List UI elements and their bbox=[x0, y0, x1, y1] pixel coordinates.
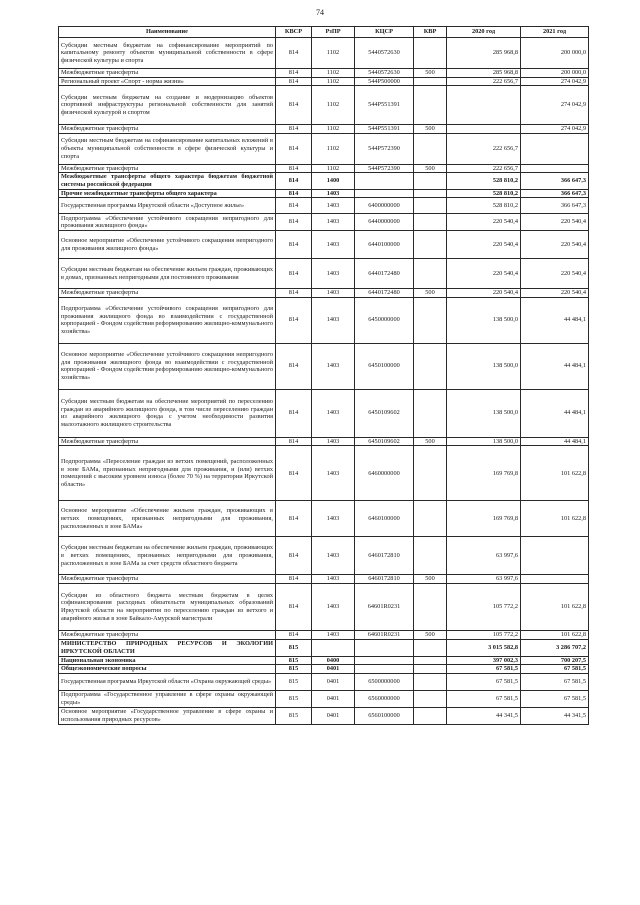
table-body bbox=[59, 38, 589, 725]
row-kcsr-cell: 6460172810 bbox=[355, 537, 414, 575]
row-kvsr-cell: 814 bbox=[276, 231, 312, 259]
row-rzpr-cell: 1102 bbox=[312, 164, 355, 173]
row-kvsr-cell: 814 bbox=[276, 164, 312, 173]
table-row bbox=[59, 501, 589, 537]
row-2021-cell bbox=[521, 133, 589, 164]
row-kvr-cell bbox=[414, 707, 447, 724]
row-kvr-cell bbox=[414, 665, 447, 674]
row-kvr-cell bbox=[414, 656, 447, 665]
row-2020-cell: 528 810,2 bbox=[447, 173, 521, 189]
row-kcsr-cell: 6560100000 bbox=[355, 707, 414, 724]
row-kcsr-cell: 5440572630 bbox=[355, 69, 414, 78]
row-kvr-cell bbox=[414, 189, 447, 198]
row-kvsr-cell: 814 bbox=[276, 437, 312, 446]
row-rzpr-cell: 0401 bbox=[312, 665, 355, 674]
budget-table bbox=[58, 26, 589, 725]
row-2020-cell bbox=[447, 125, 521, 134]
row-kvsr-cell: 815 bbox=[276, 656, 312, 665]
row-kvsr-cell: 814 bbox=[276, 389, 312, 437]
row-2021-cell: 366 647,3 bbox=[521, 189, 589, 198]
row-2021-cell: 220 540,4 bbox=[521, 214, 589, 231]
row-2021-cell: 274 042,9 bbox=[521, 86, 589, 125]
row-kcsr-cell: 6450000000 bbox=[355, 297, 414, 343]
row-rzpr-cell: 1403 bbox=[312, 231, 355, 259]
row-2020-cell: 105 772,2 bbox=[447, 630, 521, 639]
table-row bbox=[59, 289, 589, 298]
row-2020-cell: 222 656,7 bbox=[447, 164, 521, 173]
row-2020-cell: 220 540,4 bbox=[447, 231, 521, 259]
row-2021-cell: 220 540,4 bbox=[521, 259, 589, 289]
row-name-cell: Межбюджетные трансферты bbox=[59, 575, 276, 584]
row-2020-cell: 63 997,6 bbox=[447, 575, 521, 584]
row-kvsr-cell: 814 bbox=[276, 189, 312, 198]
row-kvsr-cell: 815 bbox=[276, 665, 312, 674]
row-rzpr-cell: 1403 bbox=[312, 437, 355, 446]
row-name-cell: МИНИСТЕРСТВО ПРИРОДНЫХ РЕСУРСОВ И ЭКОЛОГИИ ИРКУТСКОЙ ОБЛАСТИ bbox=[59, 639, 276, 656]
row-2020-cell: 285 968,8 bbox=[447, 69, 521, 78]
row-rzpr-cell: 1102 bbox=[312, 69, 355, 78]
row-kvr-cell bbox=[414, 259, 447, 289]
row-rzpr-cell: 1102 bbox=[312, 38, 355, 69]
row-kvsr-cell: 815 bbox=[276, 707, 312, 724]
row-2021-cell: 101 622,8 bbox=[521, 501, 589, 537]
table-row bbox=[59, 173, 589, 189]
row-2021-cell bbox=[521, 164, 589, 173]
row-2021-cell: 200 000,0 bbox=[521, 38, 589, 69]
row-2021-cell: 220 540,4 bbox=[521, 231, 589, 259]
page-number: 74 bbox=[316, 8, 324, 17]
header-kvr: КВР bbox=[414, 27, 447, 38]
row-2020-cell: 67 581,5 bbox=[447, 673, 521, 690]
row-2021-cell: 274 042,9 bbox=[521, 125, 589, 134]
row-rzpr-cell: 1403 bbox=[312, 583, 355, 630]
row-name-cell: Межбюджетные трансферты общего характера бюджетам бюджетной системы российской федерации bbox=[59, 173, 276, 189]
table-row bbox=[59, 77, 589, 86]
row-kcsr-cell: 64601R0231 bbox=[355, 630, 414, 639]
row-2020-cell: 222 656,7 bbox=[447, 77, 521, 86]
row-2020-cell: 169 769,8 bbox=[447, 446, 521, 501]
row-2021-cell: 67 581,5 bbox=[521, 690, 589, 707]
table-row bbox=[59, 575, 589, 584]
row-kcsr-cell: 6450109602 bbox=[355, 389, 414, 437]
row-name-cell: Субсидии из областного бюджета местным бюджетам в целях софинансирования расходных обязательств муниципальных образований Иркутской области на мероприятия по переселению граждан из ветхого и аварийного жилья в зоне Байкало-Амурской магистрали bbox=[59, 583, 276, 630]
row-kvr-cell bbox=[414, 173, 447, 189]
row-name-cell: Региональный проект «Спорт - норма жизни» bbox=[59, 77, 276, 86]
row-2020-cell: 528 810,2 bbox=[447, 198, 521, 214]
row-kvsr-cell: 814 bbox=[276, 125, 312, 134]
row-name-cell: Субсидии местным бюджетам на обеспечение жильем граждан, проживающих в ветхих помещениях, признанных непригодными для проживания, расположенных в зоне БАМа за счет средств областного бюджета bbox=[59, 537, 276, 575]
row-kvsr-cell: 814 bbox=[276, 77, 312, 86]
row-kvsr-cell: 814 bbox=[276, 173, 312, 189]
row-kvsr-cell: 814 bbox=[276, 86, 312, 125]
row-kvsr-cell: 814 bbox=[276, 259, 312, 289]
row-2020-cell: 169 769,8 bbox=[447, 501, 521, 537]
row-kcsr-cell bbox=[355, 173, 414, 189]
table-row bbox=[59, 630, 589, 639]
row-name-cell: Межбюджетные трансферты bbox=[59, 630, 276, 639]
row-name-cell: Межбюджетные трансферты bbox=[59, 69, 276, 78]
row-rzpr-cell: 1403 bbox=[312, 259, 355, 289]
row-rzpr-cell: 1403 bbox=[312, 214, 355, 231]
row-kcsr-cell bbox=[355, 189, 414, 198]
row-kcsr-cell: 6460100000 bbox=[355, 501, 414, 537]
row-2021-cell: 3 286 707,2 bbox=[521, 639, 589, 656]
row-kvr-cell: 500 bbox=[414, 575, 447, 584]
row-name-cell: Подпрограмма «Обеспечение устойчивого сокращения непригодного для проживания жилищного фонда» bbox=[59, 214, 276, 231]
row-name-cell: Межбюджетные трансферты bbox=[59, 164, 276, 173]
row-kvr-cell bbox=[414, 77, 447, 86]
row-kvsr-cell: 815 bbox=[276, 639, 312, 656]
row-rzpr-cell: 1403 bbox=[312, 446, 355, 501]
table-row bbox=[59, 656, 589, 665]
row-kcsr-cell: 6460000000 bbox=[355, 446, 414, 501]
row-name-cell: Субсидии местным бюджетам на обеспечение жильем граждан, проживающих в домах, признанных непригодными для постоянного проживания bbox=[59, 259, 276, 289]
table-row bbox=[59, 231, 589, 259]
row-kvr-cell: 500 bbox=[414, 630, 447, 639]
row-2020-cell: 67 581,5 bbox=[447, 690, 521, 707]
table-row bbox=[59, 38, 589, 69]
row-2020-cell: 44 341,5 bbox=[447, 707, 521, 724]
row-kvr-cell bbox=[414, 389, 447, 437]
table-row bbox=[59, 214, 589, 231]
row-kcsr-cell: 6400000000 bbox=[355, 198, 414, 214]
row-rzpr-cell: 0400 bbox=[312, 656, 355, 665]
row-name-cell: Подпрограмма «Обеспечение устойчивого сокращения непригодного для проживания жилищного фонда во взаимодействии с государственной корпорацией - Фондом содействия реформированию жилищно-коммунального хозяйства» bbox=[59, 297, 276, 343]
header-name: Наименование bbox=[59, 27, 276, 38]
row-2021-cell: 366 647,3 bbox=[521, 173, 589, 189]
row-2020-cell: 105 772,2 bbox=[447, 583, 521, 630]
row-kcsr-cell: 544P572390 bbox=[355, 133, 414, 164]
table-row bbox=[59, 639, 589, 656]
row-kvsr-cell: 814 bbox=[276, 38, 312, 69]
row-kvsr-cell: 814 bbox=[276, 214, 312, 231]
row-name-cell: Субсидии местным бюджетам на софинансирование мероприятий по капитальному ремонту объектов муниципальной собственности в сфере физической культуры и спорта bbox=[59, 38, 276, 69]
row-kvr-cell bbox=[414, 446, 447, 501]
row-kvr-cell bbox=[414, 133, 447, 164]
row-kvr-cell bbox=[414, 297, 447, 343]
row-2021-cell: 101 622,8 bbox=[521, 446, 589, 501]
row-rzpr-cell bbox=[312, 639, 355, 656]
row-name-cell: Прочие межбюджетные трансферты общего характера bbox=[59, 189, 276, 198]
row-name-cell: Межбюджетные трансферты bbox=[59, 125, 276, 134]
row-2021-cell: 274 042,9 bbox=[521, 77, 589, 86]
table-row bbox=[59, 707, 589, 724]
row-kvr-cell bbox=[414, 343, 447, 389]
row-kcsr-cell: 544P500000 bbox=[355, 77, 414, 86]
row-2020-cell: 397 002,3 bbox=[447, 656, 521, 665]
header-kvsr: КВСР bbox=[276, 27, 312, 38]
row-kvsr-cell: 815 bbox=[276, 673, 312, 690]
row-kvr-cell bbox=[414, 501, 447, 537]
row-kvsr-cell: 814 bbox=[276, 297, 312, 343]
row-2020-cell: 138 500,0 bbox=[447, 437, 521, 446]
row-name-cell: Национальная экономика bbox=[59, 656, 276, 665]
row-kvr-cell bbox=[414, 673, 447, 690]
row-name-cell: Общеэкономические вопросы bbox=[59, 665, 276, 674]
table-row bbox=[59, 198, 589, 214]
row-2021-cell bbox=[521, 537, 589, 575]
row-rzpr-cell: 1102 bbox=[312, 86, 355, 125]
table-row bbox=[59, 164, 589, 173]
row-2021-cell: 700 207,5 bbox=[521, 656, 589, 665]
row-kvsr-cell: 814 bbox=[276, 133, 312, 164]
row-kcsr-cell: 6450100000 bbox=[355, 343, 414, 389]
table-row bbox=[59, 437, 589, 446]
row-rzpr-cell: 1403 bbox=[312, 630, 355, 639]
row-2020-cell: 138 500,0 bbox=[447, 343, 521, 389]
row-2020-cell bbox=[447, 86, 521, 125]
row-rzpr-cell: 1400 bbox=[312, 173, 355, 189]
row-kvr-cell: 500 bbox=[414, 69, 447, 78]
row-rzpr-cell: 0401 bbox=[312, 707, 355, 724]
row-rzpr-cell: 1403 bbox=[312, 343, 355, 389]
row-2021-cell: 44 484,1 bbox=[521, 343, 589, 389]
header-rzpr: РзПР bbox=[312, 27, 355, 38]
row-2021-cell: 67 581,5 bbox=[521, 665, 589, 674]
row-kvr-cell bbox=[414, 583, 447, 630]
table-row bbox=[59, 690, 589, 707]
row-kcsr-cell: 5440572630 bbox=[355, 38, 414, 69]
row-2020-cell: 3 015 582,8 bbox=[447, 639, 521, 656]
row-2020-cell: 220 540,4 bbox=[447, 214, 521, 231]
row-2021-cell: 44 484,1 bbox=[521, 297, 589, 343]
row-kvsr-cell: 814 bbox=[276, 630, 312, 639]
row-kcsr-cell: 544P572390 bbox=[355, 164, 414, 173]
row-kcsr-cell: 64601R0231 bbox=[355, 583, 414, 630]
row-kvsr-cell: 814 bbox=[276, 575, 312, 584]
table-row bbox=[59, 125, 589, 134]
table-row bbox=[59, 69, 589, 78]
row-rzpr-cell: 1403 bbox=[312, 189, 355, 198]
row-kvr-cell bbox=[414, 86, 447, 125]
table-row bbox=[59, 446, 589, 501]
header-2021: 2021 год bbox=[521, 27, 589, 38]
row-kcsr-cell: 6440000000 bbox=[355, 214, 414, 231]
table-row bbox=[59, 665, 589, 674]
table-header-row bbox=[59, 27, 589, 38]
row-2021-cell: 101 622,8 bbox=[521, 583, 589, 630]
row-rzpr-cell: 1102 bbox=[312, 125, 355, 134]
row-kvr-cell: 500 bbox=[414, 125, 447, 134]
row-2021-cell: 220 540,4 bbox=[521, 289, 589, 298]
row-2021-cell: 67 581,5 bbox=[521, 673, 589, 690]
row-rzpr-cell: 1403 bbox=[312, 389, 355, 437]
table-row bbox=[59, 389, 589, 437]
row-rzpr-cell: 1403 bbox=[312, 537, 355, 575]
row-kvr-cell bbox=[414, 537, 447, 575]
row-kvsr-cell: 815 bbox=[276, 690, 312, 707]
row-rzpr-cell: 1403 bbox=[312, 297, 355, 343]
row-name-cell: Государственная программа Иркутской области «Доступное жилье» bbox=[59, 198, 276, 214]
row-kvr-cell bbox=[414, 639, 447, 656]
row-2020-cell: 222 656,7 bbox=[447, 133, 521, 164]
row-kvsr-cell: 814 bbox=[276, 343, 312, 389]
row-name-cell: Основное мероприятие «Государственное управление в сфере охраны и использования природных ресурсов» bbox=[59, 707, 276, 724]
row-name-cell: Субсидии местным бюджетам на обеспечение мероприятий по переселению граждан из аварийного жилищного фонда, в том числе переселению граждан из аварийного жилищного фонда с учетом необходимости развития малоэтажного жилищного строительства bbox=[59, 389, 276, 437]
row-kcsr-cell: 6460172810 bbox=[355, 575, 414, 584]
header-2020: 2020 год bbox=[447, 27, 521, 38]
row-kcsr-cell: 6440100000 bbox=[355, 231, 414, 259]
table-row bbox=[59, 189, 589, 198]
row-name-cell: Субсидии местным бюджетам на создание и модернизацию объектов спортивной инфраструктуры региональной собственности для занятий физической культурой и спортом bbox=[59, 86, 276, 125]
row-kvsr-cell: 814 bbox=[276, 289, 312, 298]
row-kvr-cell: 500 bbox=[414, 164, 447, 173]
row-kvr-cell bbox=[414, 214, 447, 231]
row-2021-cell bbox=[521, 575, 589, 584]
table-row bbox=[59, 537, 589, 575]
row-kvsr-cell: 814 bbox=[276, 446, 312, 501]
row-2020-cell: 220 540,4 bbox=[447, 259, 521, 289]
table-row bbox=[59, 259, 589, 289]
row-kcsr-cell: 6560000000 bbox=[355, 690, 414, 707]
row-name-cell: Основное мероприятие «Обеспечение устойчивого сокращения непригодного для проживания жилищного фонда» bbox=[59, 231, 276, 259]
row-name-cell: Государственная программа Иркутской области «Охрана окружающей среды» bbox=[59, 673, 276, 690]
row-2020-cell: 138 500,0 bbox=[447, 297, 521, 343]
row-kcsr-cell: 544P551391 bbox=[355, 86, 414, 125]
row-name-cell: Подпрограмма «Переселение граждан из ветхих помещений, расположенных в зоне БАМа, признанных непригодными для проживания, и (или) ветхих помещений с высоким уровнем износа (более 70 %) на территории Иркутской области» bbox=[59, 446, 276, 501]
row-2020-cell: 67 581,5 bbox=[447, 665, 521, 674]
row-kcsr-cell bbox=[355, 656, 414, 665]
row-rzpr-cell: 1102 bbox=[312, 133, 355, 164]
table-row bbox=[59, 583, 589, 630]
row-rzpr-cell: 0401 bbox=[312, 673, 355, 690]
row-name-cell: Субсидии местным бюджетам на софинансирование капитальных вложений в объекты муниципальной собственности в сфере физической культуры и спорта bbox=[59, 133, 276, 164]
row-kcsr-cell: 544P551391 bbox=[355, 125, 414, 134]
row-kcsr-cell: 6440172480 bbox=[355, 289, 414, 298]
row-name-cell: Межбюджетные трансферты bbox=[59, 437, 276, 446]
row-kvsr-cell: 814 bbox=[276, 583, 312, 630]
row-kcsr-cell: 6450109602 bbox=[355, 437, 414, 446]
row-2020-cell: 138 500,0 bbox=[447, 389, 521, 437]
row-rzpr-cell: 1403 bbox=[312, 501, 355, 537]
row-2020-cell: 528 810,2 bbox=[447, 189, 521, 198]
row-2021-cell: 44 484,1 bbox=[521, 437, 589, 446]
row-kvsr-cell: 814 bbox=[276, 198, 312, 214]
row-kvr-cell: 500 bbox=[414, 437, 447, 446]
row-2021-cell: 366 647,3 bbox=[521, 198, 589, 214]
row-name-cell: Подпрограмма «Государственное управление в сфере охраны окружающей среды» bbox=[59, 690, 276, 707]
row-2020-cell: 285 968,8 bbox=[447, 38, 521, 69]
table-row bbox=[59, 673, 589, 690]
row-kcsr-cell bbox=[355, 639, 414, 656]
row-rzpr-cell: 1403 bbox=[312, 289, 355, 298]
row-kvsr-cell: 814 bbox=[276, 69, 312, 78]
row-kvsr-cell: 814 bbox=[276, 501, 312, 537]
row-2021-cell: 44 341,5 bbox=[521, 707, 589, 724]
row-kvr-cell bbox=[414, 38, 447, 69]
row-kvsr-cell: 814 bbox=[276, 537, 312, 575]
row-kcsr-cell: 6500000000 bbox=[355, 673, 414, 690]
row-2021-cell: 44 484,1 bbox=[521, 389, 589, 437]
row-kvr-cell bbox=[414, 690, 447, 707]
row-2021-cell: 101 622,8 bbox=[521, 630, 589, 639]
row-kvr-cell bbox=[414, 198, 447, 214]
row-2021-cell: 200 000,0 bbox=[521, 69, 589, 78]
row-kcsr-cell bbox=[355, 665, 414, 674]
row-rzpr-cell: 1403 bbox=[312, 575, 355, 584]
table-row bbox=[59, 133, 589, 164]
row-kcsr-cell: 6440172480 bbox=[355, 259, 414, 289]
row-rzpr-cell: 0401 bbox=[312, 690, 355, 707]
row-name-cell: Межбюджетные трансферты bbox=[59, 289, 276, 298]
row-kvr-cell: 500 bbox=[414, 289, 447, 298]
table-row bbox=[59, 343, 589, 389]
row-rzpr-cell: 1403 bbox=[312, 198, 355, 214]
row-2020-cell: 220 540,4 bbox=[447, 289, 521, 298]
row-2020-cell: 63 997,6 bbox=[447, 537, 521, 575]
row-name-cell: Основное мероприятие «Обеспечение устойчивого сокращения непригодного для проживания жилищного фонда во взаимодействии с государственной корпорацией - Фондом содействия реформированию жилищно-коммунального хозяйства» bbox=[59, 343, 276, 389]
row-kvr-cell bbox=[414, 231, 447, 259]
table-row bbox=[59, 297, 589, 343]
header-kcsr: КЦСР bbox=[355, 27, 414, 38]
row-name-cell: Основное мероприятие «Обеспечение жильем граждан, проживающих в ветхих помещениях, признанных непригодными для проживания, расположенных в зоне БАМа» bbox=[59, 501, 276, 537]
table-row bbox=[59, 86, 589, 125]
row-rzpr-cell: 1102 bbox=[312, 77, 355, 86]
